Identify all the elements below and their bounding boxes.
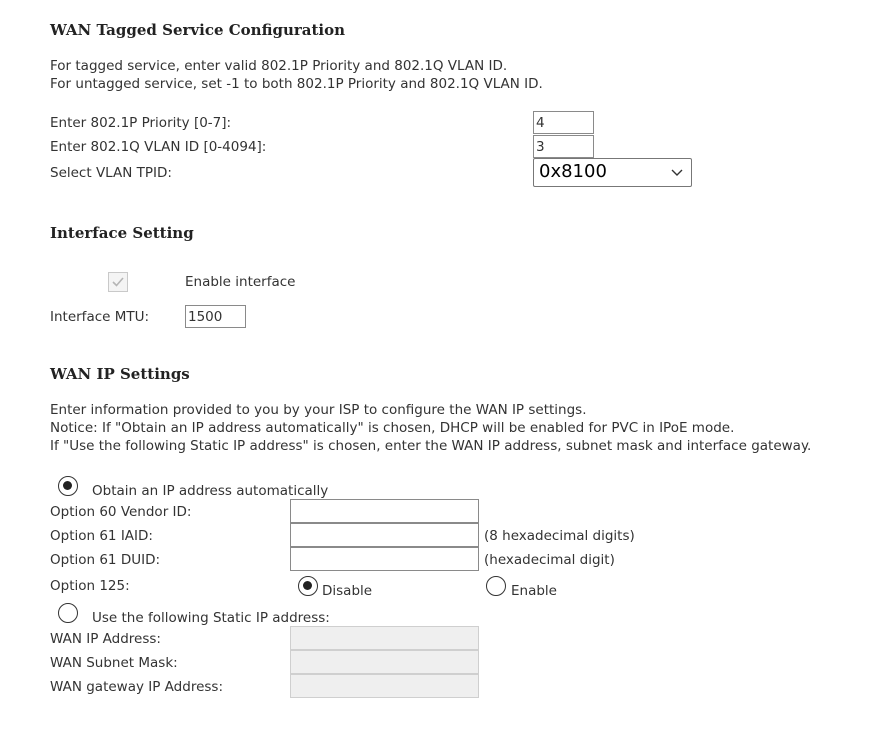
wan-ip-desc-line1: Enter information provided to you by your ISP to configure the WAN IP settings. <box>50 402 587 418</box>
static-ip-label: Use the following Static IP address: <box>92 610 330 626</box>
wan-ip-desc-line3: If "Use the following Static IP address" is chosen, enter the WAN IP address, subnet mask and interface gateway. <box>50 438 812 454</box>
tagged-service-heading: WAN Tagged Service Configuration <box>50 21 346 39</box>
checkmark-icon <box>111 275 125 289</box>
wan-ip-address-input[interactable] <box>290 626 479 650</box>
tpid-selected-value: 0x8100 <box>539 161 607 182</box>
option61-duid-label: Option 61 DUID: <box>50 552 161 568</box>
tagged-desc-line1: For tagged service, enter valid 802.1P Priority and 802.1Q VLAN ID. <box>50 58 508 74</box>
wan-gateway-input[interactable] <box>290 674 479 698</box>
priority-input[interactable] <box>533 111 594 134</box>
vlan-id-label: Enter 802.1Q VLAN ID [0-4094]: <box>50 139 267 155</box>
option125-enable-label: Enable <box>511 583 557 599</box>
static-ip-radio[interactable] <box>58 603 78 623</box>
option61-iaid-label: Option 61 IAID: <box>50 528 153 544</box>
option125-label: Option 125: <box>50 578 130 594</box>
wan-ip-settings-heading: WAN IP Settings <box>50 365 190 383</box>
option125-enable-radio[interactable] <box>486 576 506 596</box>
option125-disable-label: Disable <box>322 583 373 599</box>
tagged-desc-line2: For untagged service, set -1 to both 802.1P Priority and 802.1Q VLAN ID. <box>50 76 543 92</box>
mtu-label: Interface MTU: <box>50 309 150 325</box>
tpid-select[interactable] <box>533 158 692 187</box>
wan-subnet-mask-label: WAN Subnet Mask: <box>50 655 178 671</box>
wan-gateway-label: WAN gateway IP Address: <box>50 679 223 695</box>
vlan-id-input[interactable] <box>533 135 594 158</box>
obtain-auto-label: Obtain an IP address automatically <box>92 483 329 499</box>
option61-duid-input[interactable] <box>290 547 479 571</box>
enable-interface-checkbox[interactable] <box>108 272 128 292</box>
wan-subnet-mask-input[interactable] <box>290 650 479 674</box>
wan-ip-address-label: WAN IP Address: <box>50 631 161 647</box>
option61-iaid-input[interactable] <box>290 523 479 547</box>
priority-label: Enter 802.1P Priority [0-7]: <box>50 115 232 131</box>
interface-setting-heading: Interface Setting <box>50 224 194 242</box>
wan-ip-desc-line2: Notice: If "Obtain an IP address automatically" is chosen, DHCP will be enabled for PVC in IPoE mode. <box>50 420 735 436</box>
option125-disable-radio[interactable] <box>298 576 318 596</box>
tpid-label: Select VLAN TPID: <box>50 165 172 181</box>
chevron-down-icon <box>671 166 683 178</box>
obtain-auto-radio[interactable] <box>58 476 78 496</box>
option60-input[interactable] <box>290 499 479 523</box>
enable-interface-label: Enable interface <box>185 274 296 290</box>
option60-label: Option 60 Vendor ID: <box>50 504 192 520</box>
mtu-input[interactable] <box>185 305 246 328</box>
option61-iaid-hint: (8 hexadecimal digits) <box>484 528 635 544</box>
option61-duid-hint: (hexadecimal digit) <box>484 552 615 568</box>
